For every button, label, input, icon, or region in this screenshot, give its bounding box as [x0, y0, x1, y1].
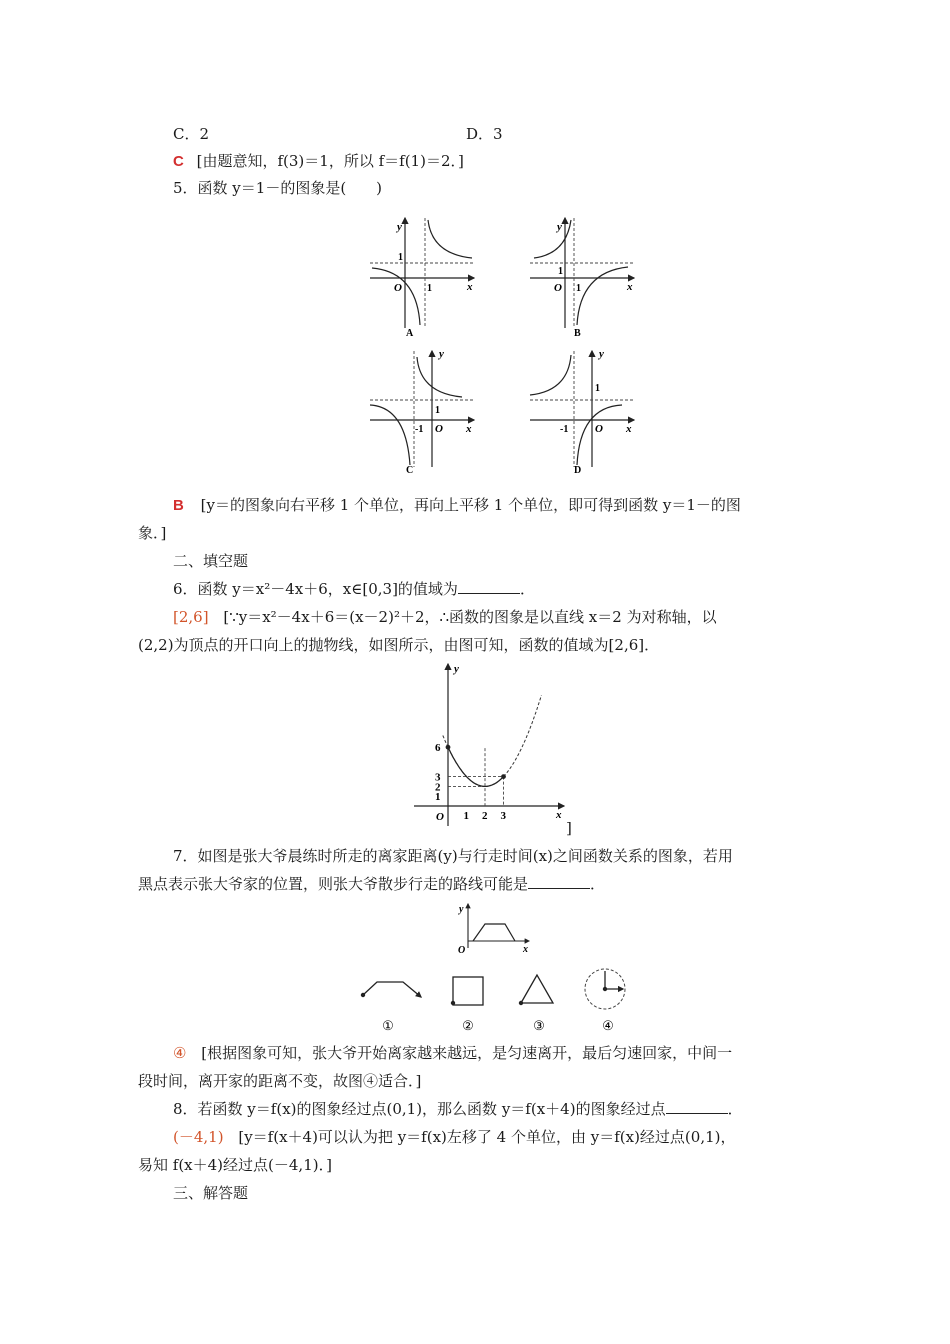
graph-label: A: [406, 328, 414, 338]
y-axis-label: y: [599, 348, 604, 360]
q6-close-bracket: ]: [566, 819, 572, 837]
q5-answer-line: [173, 495, 741, 516]
q6-answer-line: [173, 607, 717, 627]
graph-label: D: [574, 465, 582, 476]
q7-explanation-2: 段时间，离开家的距离不变，故图④适合．]: [138, 1072, 422, 1090]
y-tick-label: 2: [435, 781, 441, 794]
tick-one-x: 1: [427, 283, 432, 294]
q4-explanation: [由题意知，f(3)＝1，所以 f＝f(1)＝2．]: [196, 152, 464, 170]
q6-explanation-2: (2,2)为顶点的开口向上的抛物线，如图所示，由图可知，函数的值域为[2,6]．: [138, 636, 660, 654]
section-title-answer: 三、解答题: [173, 1184, 249, 1202]
y-axis-label: y: [454, 663, 459, 675]
graph-b: [522, 210, 642, 342]
y-axis-label: y: [557, 221, 562, 233]
q6-stem: 6．函数 y＝x²－4x＋6，x∈[0,3]的值域为: [173, 580, 458, 598]
q6-answer: [2,6]: [173, 608, 209, 626]
x-axis-label: x: [627, 281, 633, 293]
route-option-1: [361, 982, 421, 1033]
route-options: [355, 965, 655, 1041]
q7-stem-1: 7．如图是张大爷晨练时所走的离家距离(y)与行走时间(x)之间函数关系的图象，若用: [173, 847, 733, 865]
answer-blank: [458, 579, 520, 594]
graph-c: [362, 345, 482, 481]
q8-stem-end: ．: [727, 1100, 743, 1118]
origin-label: O: [394, 282, 402, 294]
origin-label: O: [435, 423, 443, 435]
q4-answer-line: [173, 151, 464, 172]
q6-explanation-1: [∵y＝x²－4x＋6＝(x－2)²＋2，∴函数的图象是以直线 x＝2 为对称轴，以: [223, 608, 717, 626]
option-d: D．3: [466, 125, 503, 143]
q8-answer-line: [173, 1127, 736, 1147]
tick-one: 1: [558, 266, 563, 277]
q8-explanation-2: 易知 f(x＋4)经过点(－4,1)．]: [138, 1156, 332, 1174]
q7-stem-end: ．: [590, 875, 606, 893]
trapezoid-path: [473, 924, 515, 941]
tick-neg-one: -1: [415, 424, 424, 435]
q4-answer: C: [173, 153, 184, 170]
q5-answer: B: [173, 497, 184, 514]
option-c: C．2: [173, 125, 210, 143]
origin-label: O: [554, 282, 562, 294]
q8-stem: 8．若函数 y＝f(x)的图象经过点(0,1)，那么函数 y＝f(x＋4)的图象经过点: [173, 1100, 666, 1118]
graph-d: [522, 345, 642, 481]
q7-stem-2-line: [138, 874, 605, 894]
y-tick-label: 1: [435, 791, 441, 804]
parabola-curve: [448, 747, 504, 786]
graph-label: C: [406, 465, 414, 476]
q8-answer: (－4,1): [173, 1128, 224, 1146]
x-axis-label: x: [523, 944, 528, 955]
x-axis-label: x: [467, 281, 473, 293]
route-option-3: [519, 975, 553, 1033]
q8-explanation-1: [y＝f(x＋4)可以认为把 y＝f(x)左移了 4 个单位，由 y＝f(x)经过点(0,1)，: [238, 1128, 736, 1146]
q5-stem: 5．函数 y＝1－的图象是( ): [173, 179, 383, 197]
q5-explanation-2: 象．]: [138, 524, 167, 542]
q7-stem-2: 黑点表示张大爷家的位置，则张大爷散步行走的路线可能是: [138, 875, 529, 893]
distance-time-graph: [455, 898, 535, 960]
tick-one: 1: [435, 405, 440, 416]
y-axis-label: y: [397, 221, 402, 233]
q6-stem-line: [173, 579, 535, 599]
q5-explanation-1: [y＝的图象向右平移 1 个单位，再向上平移 1 个单位，即可得到函数 y＝1－的图: [200, 496, 741, 514]
q7-answer-line: [173, 1043, 732, 1063]
tick-one: 1: [398, 252, 403, 263]
endpoint-dot: [446, 745, 451, 750]
origin-label: O: [458, 945, 466, 956]
route-option-2: [451, 977, 483, 1033]
tick-one-x: 1: [576, 283, 581, 294]
origin-label: O: [436, 811, 444, 823]
x-axis-label: x: [466, 423, 472, 435]
option-label: ①: [382, 1018, 394, 1033]
origin-label: O: [595, 423, 603, 435]
q6-stem-end: ．: [519, 580, 535, 598]
tick-neg-one: -1: [560, 424, 569, 435]
tick-one: 1: [595, 383, 600, 394]
option-label: ②: [462, 1018, 474, 1033]
answer-blank: [666, 1099, 728, 1114]
y-axis-label: y: [459, 904, 464, 915]
parabola-chart: [410, 660, 570, 832]
y-tick-label: 3: [435, 771, 441, 784]
x-tick-label: 2: [482, 810, 488, 822]
q8-stem-line: [173, 1099, 743, 1119]
q7-answer: ④: [173, 1044, 187, 1062]
x-tick-label: 3: [500, 810, 506, 822]
option-label: ④: [602, 1018, 614, 1033]
q7-explanation-1: [根据图象可知，张大爷开始离家越来越远，是匀速离开，最后匀速回家，中间一: [201, 1044, 733, 1062]
y-tick-label: 6: [435, 742, 441, 755]
graph-a: [362, 210, 482, 342]
route-option-4: [585, 969, 625, 1033]
x-axis-label: x: [626, 423, 632, 435]
section-title-fill: 二、填空题: [173, 552, 249, 570]
y-axis-label: y: [439, 348, 444, 360]
answer-blank: [528, 874, 590, 889]
endpoint-dot: [501, 774, 506, 779]
x-tick-label: 1: [463, 810, 469, 822]
x-axis-label: x: [556, 809, 562, 821]
graph-label: B: [574, 328, 581, 338]
option-label: ③: [533, 1018, 545, 1033]
